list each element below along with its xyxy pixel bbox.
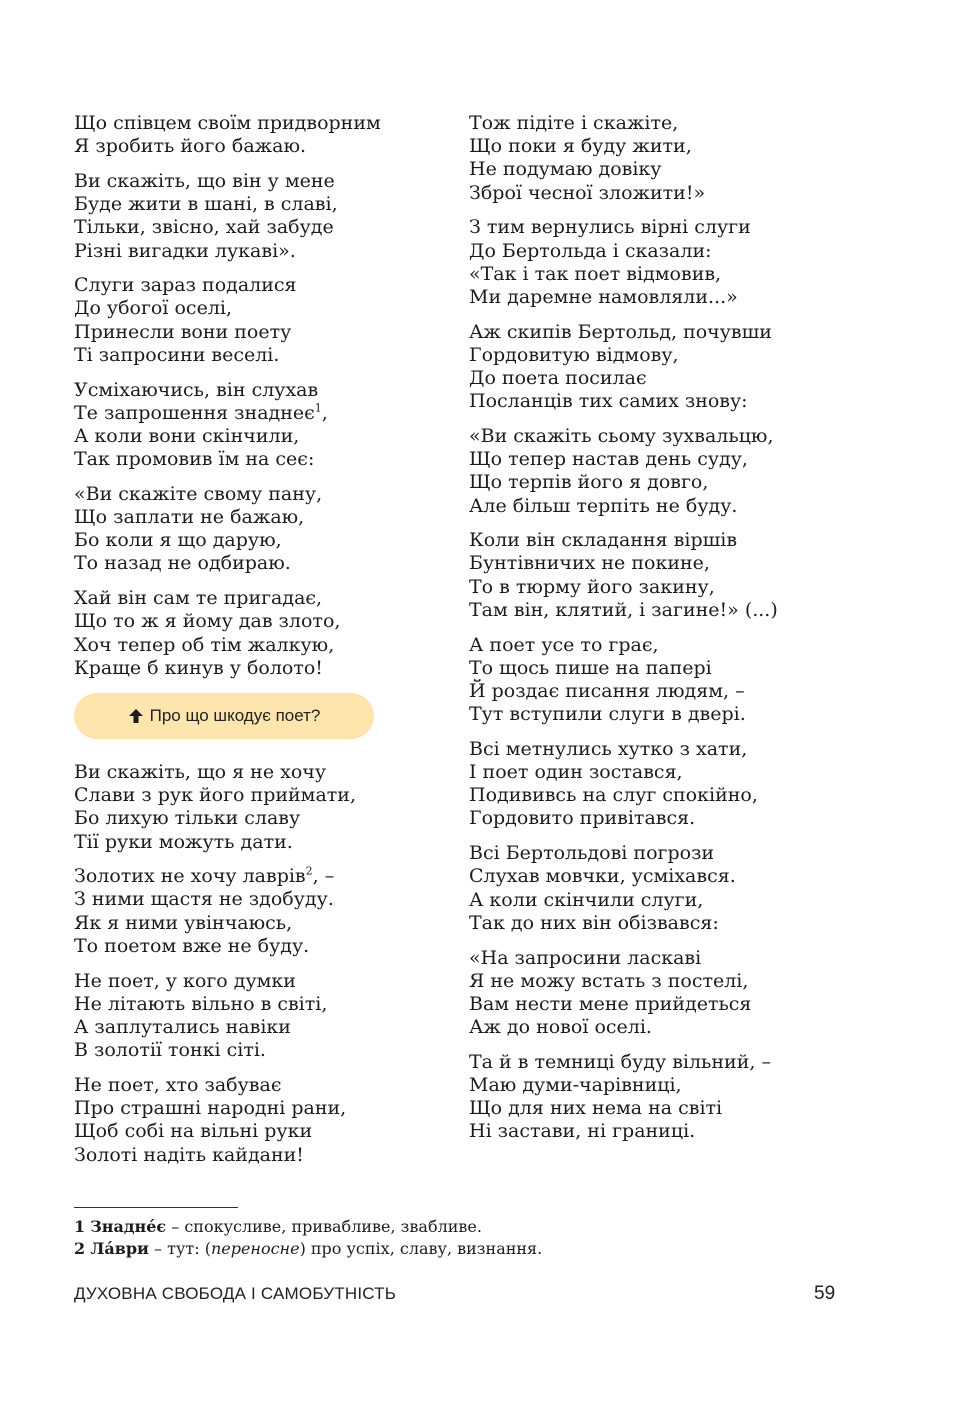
stanza <box>74 379 444 472</box>
poem-stanzas-left-top <box>74 112 444 680</box>
poem-line-text: Різні вигадки лукаві». <box>74 239 296 262</box>
footnote-2-num: 2 <box>74 1239 86 1258</box>
poem-line <box>469 761 909 784</box>
poem-line <box>469 344 909 367</box>
poem-line <box>469 286 909 309</box>
poem-line-text: Ви скажіть, що він у мене <box>74 169 335 192</box>
footnote-2-term: Ла́ври <box>90 1239 149 1258</box>
poem-line <box>469 657 909 680</box>
poem-line-text: Ті запросини веселі. <box>74 343 280 366</box>
poem-line-text: Хай він сам те пригадає, <box>74 587 323 610</box>
poem-line-text: Ми даремне намовляли...» <box>469 285 738 308</box>
poem-line <box>74 216 444 239</box>
poem-line-text: Принесли вони поету <box>74 320 292 343</box>
poem-line <box>74 831 444 854</box>
stanza <box>74 483 444 576</box>
poem-line <box>74 425 444 448</box>
poem-line <box>469 680 909 703</box>
poem-line-text: Посланців тих самих знову: <box>469 390 748 413</box>
poem-line-text: То назад не одбираю. <box>74 552 291 575</box>
poem-line <box>74 761 444 784</box>
poem-line <box>74 448 444 471</box>
stanza <box>74 274 444 367</box>
stanza <box>469 1051 909 1144</box>
footnote-1-text: – спокусливе, привабливе, звабливе. <box>166 1217 482 1236</box>
poem-line <box>469 703 909 726</box>
footnote-ref-1: 1 <box>314 401 322 415</box>
poem-line <box>469 993 909 1016</box>
poem-line <box>74 1120 444 1143</box>
poem-line-text: «Ви скажіть сьому зухвальцю, <box>469 424 774 447</box>
poem-line <box>469 240 909 263</box>
poem-line-text: «Так і так поет відмовив, <box>469 262 722 285</box>
poem-line <box>469 321 909 344</box>
poem-line-text: Не поет, у кого думки <box>74 969 296 992</box>
poem-line <box>74 610 444 633</box>
poem-line <box>74 807 444 830</box>
poem-line <box>469 842 909 865</box>
poem-line <box>74 657 444 680</box>
poem-line-text: Та й в темниці буду вільний, – <box>469 1050 771 1073</box>
poem-line <box>469 216 909 239</box>
poem-line <box>469 135 909 158</box>
poem-line <box>74 321 444 344</box>
section-title: ДУХОВНА СВОБОДА І САМОБУТНІСТЬ <box>74 1284 397 1303</box>
poem-line-text: Гордовито привітався. <box>469 807 696 830</box>
poem-line <box>469 182 909 205</box>
poem-line <box>469 390 909 413</box>
footnote-2-text-before: – тут: ( <box>148 1239 211 1258</box>
stanza <box>469 529 909 622</box>
poem-line-text: До Бертольда і сказали: <box>469 239 712 262</box>
poem-line-text: Що поки я буду жити, <box>469 135 692 158</box>
poem-line <box>74 193 444 216</box>
poem-line-text: Я не можу встать з постелі, <box>469 969 749 992</box>
poem-line-text: А коли скінчили слуги, <box>469 888 704 911</box>
poem-line-text: Усміхаючись, він слухав <box>74 378 319 401</box>
poem-line <box>469 263 909 286</box>
poem-line <box>74 297 444 320</box>
poem-line-text: Бо коли я що дарую, <box>74 529 282 552</box>
poem-line <box>469 471 909 494</box>
poem-line <box>74 784 444 807</box>
poem-line-text: Тут вступили слуги в двері. <box>469 703 746 726</box>
stanza <box>469 425 909 518</box>
poem-line-text: Щоб собі на вільні руки <box>74 1120 313 1143</box>
poem-line-text: А поет усе то грає, <box>469 633 659 656</box>
poem-line <box>74 1097 444 1120</box>
poem-line-text: То поетом вже не буду. <box>74 934 310 957</box>
poem-line-text: Гордовитую відмову, <box>469 343 679 366</box>
poem-line-text: То щось пише на папері <box>469 656 712 679</box>
poem-line <box>469 970 909 993</box>
stanza <box>74 587 444 680</box>
poem-line-text: Золотих не хочу лаврів <box>74 865 306 888</box>
stanza <box>469 842 909 935</box>
poem-line-text: Не подумаю довіку <box>469 158 662 181</box>
poem-line-text: Слави з рук його приймати, <box>74 784 357 807</box>
poem-line-text: Як я ними увінчаюсь, <box>74 911 293 934</box>
footnote-divider <box>74 1207 238 1208</box>
poem-line-text: Не поет, хто забуває <box>74 1073 282 1096</box>
poem-line <box>74 240 444 263</box>
poem-line-text: Коли він складання віршів <box>469 529 738 552</box>
poem-line: Те запрошення знаднеє$^1$, <box>74 401 328 424</box>
poem-line-text: Краще б кинув у болото! <box>74 656 323 679</box>
footnote-1 <box>74 1217 482 1237</box>
stanza <box>74 170 444 263</box>
poem-line-text: Бунтівничих не покине, <box>469 552 710 575</box>
poem-line <box>74 135 444 158</box>
left-column <box>74 112 444 1178</box>
stanza <box>469 947 909 1040</box>
poem-line-text: З тим вернулись вірні слуги <box>469 216 751 239</box>
poem-line <box>469 552 909 575</box>
poem-line-text: Тільки, звісно, хай забуде <box>74 216 334 239</box>
poem-line <box>74 274 444 297</box>
poem-line <box>74 1074 444 1097</box>
poem-line <box>469 947 909 970</box>
poem-line <box>74 529 444 552</box>
poem-line-text: Що співцем своїм придворним <box>74 112 381 134</box>
poem-line-text: З ними щастя не здобуду. <box>74 888 334 911</box>
stanza <box>469 112 909 205</box>
poem-line <box>469 738 909 761</box>
poem-line-text: Тож підіте і скажіте, <box>469 112 679 134</box>
poem-line-text: То в тюрму його закину, <box>469 575 715 598</box>
footnote-1-term: Знадне́є <box>90 1217 167 1236</box>
poem-line <box>74 634 444 657</box>
poem-line <box>74 912 444 935</box>
poem-line <box>74 379 444 402</box>
line-tail: , – <box>312 865 335 888</box>
footnote-1-num: 1 <box>74 1217 86 1236</box>
poem-line <box>74 1144 444 1167</box>
poem-line-text: Хоч тепер об тім жалкую, <box>74 633 335 656</box>
poem-line <box>469 1051 909 1074</box>
poem-line <box>74 552 444 575</box>
poem-line <box>74 970 444 993</box>
poem-line-text: Що для них нема на світі <box>469 1097 723 1120</box>
poem-line <box>74 1016 444 1039</box>
question-bubble <box>74 693 374 739</box>
stanza <box>469 321 909 414</box>
poem-line-text: Не літають вільно в світі, <box>74 992 328 1015</box>
poem-stanzas-left-bottom <box>74 761 444 1167</box>
stanza <box>74 1074 444 1167</box>
poem-line-text: Слуги зараз подалися <box>74 274 297 297</box>
poem-line-text: Маю думи-чарівниці, <box>469 1074 682 1097</box>
poem-line-text: Що заплати не бажаю, <box>74 506 305 529</box>
poem-line-text: Слухав мовчки, усміхався. <box>469 865 736 888</box>
poem-line-text: Подививсь на слуг спокійно, <box>469 784 758 807</box>
poem-line <box>469 912 909 935</box>
stanza <box>469 738 909 831</box>
poem-line-text: Бо лихую тільки славу <box>74 807 301 830</box>
poem-line <box>469 634 909 657</box>
poem-line-text: Що то ж я йому дав злото, <box>74 610 341 633</box>
poem-line <box>469 529 909 552</box>
footnote-2-italic: переносне <box>210 1239 300 1258</box>
poem-line <box>74 1039 444 1062</box>
stanza <box>74 970 444 1063</box>
poem-line <box>74 506 444 529</box>
poem-line-text: Але більш терпіть не буду. <box>469 494 738 517</box>
poem-line <box>74 993 444 1016</box>
poem-line-text: Аж скипів Бертольд, почувши <box>469 320 772 343</box>
poem-line <box>74 587 444 610</box>
poem-line-text: До убогої оселі, <box>74 297 233 320</box>
stanza <box>469 216 909 309</box>
stanza <box>74 761 444 854</box>
poem-line-text: Аж до нової оселі. <box>469 1016 652 1039</box>
poem-line-text: Буде жити в шані, в славі, <box>74 193 338 216</box>
poem-line <box>469 1120 909 1143</box>
poem-line-text: Що терпів його я довго, <box>469 471 709 494</box>
poem-line <box>74 888 444 911</box>
poem-line-text: А заплутались навіки <box>74 1016 291 1038</box>
poem-line <box>74 483 444 506</box>
poem-line <box>469 599 909 622</box>
poem-line-text: До поета посилає <box>469 367 647 390</box>
poem-line-text: Ні застави, ні границі. <box>469 1120 696 1143</box>
poem-line-text: «На запросини ласкаві <box>469 946 702 969</box>
poem-line <box>469 784 909 807</box>
poem-line-text: Й роздає писання людям, – <box>469 679 745 702</box>
footnote-ref-2: 2 <box>305 864 313 878</box>
poem-line-text: Так промовив їм на сеє: <box>74 448 315 471</box>
poem-line <box>469 425 909 448</box>
footnote-2 <box>74 1239 542 1259</box>
poem-line <box>74 865 444 888</box>
poem-line-text: Золоті надіть кайдани! <box>74 1143 304 1166</box>
poem-line-text: Зброї чесної зложити!» <box>469 181 706 204</box>
question-text: Про що шкодує поет? <box>149 705 321 725</box>
poem-line <box>74 170 444 193</box>
poem-line-text: Так до них він обізвався: <box>469 911 719 934</box>
poem-line-text: Що тепер настав день суду, <box>469 448 748 471</box>
poem-line <box>469 367 909 390</box>
stanza <box>469 634 909 727</box>
poem-line <box>469 495 909 518</box>
footnote-2-text-after: ) про успіх, славу, визнання. <box>299 1239 543 1258</box>
poem-line-text: І поет один зостався, <box>469 761 683 784</box>
poem-line-text: А коли вони скінчили, <box>74 424 300 447</box>
poem-line-text: «Ви скажіте свому пану, <box>74 482 323 505</box>
poem-line <box>74 344 444 367</box>
arrow-up-icon <box>128 708 144 724</box>
stanza <box>74 112 444 158</box>
right-column <box>469 112 909 1155</box>
poem-line <box>74 112 444 135</box>
poem-line <box>469 158 909 181</box>
poem-line-text: Всі метнулись хутко з хати, <box>469 737 748 760</box>
poem-line-text: Там він, клятий, і загине!» (...) <box>469 598 778 621</box>
poem-line <box>74 935 444 958</box>
page-number: 59 <box>814 1283 836 1304</box>
poem-line <box>469 112 909 135</box>
poem-line-text: В золотії тонкі сіті. <box>74 1039 266 1062</box>
poem-line-text: Тії руки можуть дати. <box>74 830 293 853</box>
poem-line <box>469 1097 909 1120</box>
poem-line-text: Я зробить його бажаю. <box>74 135 307 158</box>
poem-line-text: Всі Бертольдові погрози <box>469 842 715 865</box>
poem-line <box>469 576 909 599</box>
poem-line <box>469 448 909 471</box>
poem-line <box>469 1074 909 1097</box>
poem-line-text: Вам нести мене прийдеться <box>469 992 752 1015</box>
poem-line-text: Ви скажіть, що я не хочу <box>74 760 327 783</box>
poem-line <box>469 807 909 830</box>
poem-line <box>469 889 909 912</box>
poem-line-text: Те запрошення знаднеє <box>74 401 315 424</box>
poem-line <box>469 1016 909 1039</box>
stanza <box>74 865 444 958</box>
poem-line-text: Про страшні народні рани, <box>74 1097 347 1120</box>
poem-line <box>469 865 909 888</box>
